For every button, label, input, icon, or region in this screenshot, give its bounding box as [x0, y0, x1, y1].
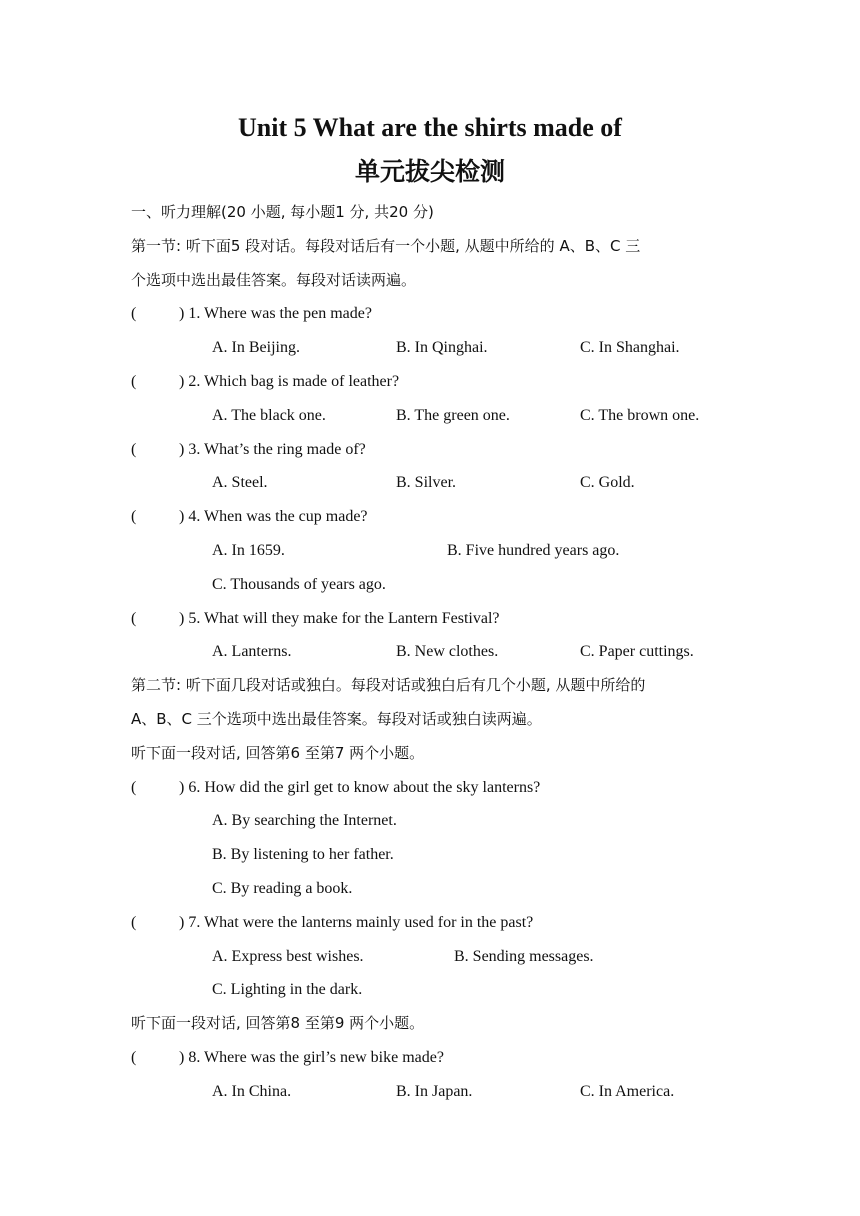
- question-4: [131, 500, 741, 534]
- option-a: A. Steel.: [212, 474, 268, 492]
- question-1-options: [131, 331, 741, 365]
- page-title: Unit 5 What are the shirts made of: [238, 113, 622, 142]
- question-5: [131, 602, 741, 636]
- option-a: A. In Beijing.: [212, 339, 300, 357]
- question-5-options: [131, 635, 741, 669]
- question-7-options-row2: [131, 973, 741, 1007]
- option-a: A. The black one.: [212, 406, 326, 424]
- question-6-option-b-row: [131, 838, 741, 872]
- question-7-options-row1: [131, 940, 741, 974]
- question-stem: ) 5. What will they make for the Lantern Festival?: [179, 609, 500, 627]
- question-2-options: [131, 399, 741, 433]
- option-c: C. In Shanghai.: [580, 339, 680, 357]
- question-4-options-row2: [131, 568, 741, 602]
- question-7: [131, 906, 741, 940]
- section1-instruction-line1: 第一节: 听下面5 段对话。每段对话后有一个小题, 从题中所给的 A、B、C 三: [131, 236, 641, 255]
- question-6: [131, 771, 741, 805]
- option-b: B. In Japan.: [396, 1082, 473, 1100]
- question-stem: ) 4. When was the cup made?: [179, 508, 368, 526]
- answer-blank-open: (: [131, 913, 137, 931]
- option-b: B. Five hundred years ago.: [447, 541, 620, 559]
- question-3: [131, 433, 741, 467]
- option-a: A. Lanterns.: [212, 643, 292, 661]
- question-stem: ) 2. Which bag is made of leather?: [179, 372, 400, 390]
- option-c: C. By reading a book.: [212, 879, 353, 897]
- option-a: A. In China.: [212, 1082, 292, 1100]
- option-b: B. In Qinghai.: [396, 339, 488, 357]
- question-stem: ) 1. Where was the pen made?: [179, 305, 372, 323]
- question-stem: ) 8. Where was the girl’s new bike made?: [179, 1048, 444, 1066]
- option-c: C. Paper cuttings.: [580, 643, 694, 661]
- question-1: [131, 297, 741, 331]
- question-6-option-a-row: [131, 804, 741, 838]
- option-b: B. By listening to her father.: [212, 846, 394, 864]
- option-c: C. Gold.: [580, 474, 635, 492]
- option-b: B. The green one.: [396, 406, 510, 424]
- question-8: [131, 1041, 741, 1075]
- section1-instruction-line2: 个选项中选出最佳答案。每段对话读两遍。: [131, 270, 417, 289]
- question-8-options: [131, 1075, 741, 1109]
- option-c: C. Thousands of years ago.: [212, 575, 386, 593]
- section2-instruction-line2: A、B、C 三个选项中选出最佳答案。每段对话或独白读两遍。: [131, 709, 542, 728]
- question-stem: ) 7. What were the lanterns mainly used for in the past?: [179, 913, 534, 931]
- option-c: C. Lighting in the dark.: [212, 981, 363, 999]
- option-b: B. New clothes.: [396, 643, 499, 661]
- exam-content: [131, 196, 741, 1109]
- answer-blank-open: (: [131, 372, 137, 390]
- option-a: A. Express best wishes.: [212, 947, 364, 965]
- question-stem: ) 6. How did the girl get to know about the sky lanterns?: [179, 778, 541, 796]
- question-3-options: [131, 466, 741, 500]
- answer-blank-open: (: [131, 508, 137, 526]
- option-c: C. In America.: [580, 1082, 675, 1100]
- part-heading: 一、听力理解(20 小题, 每小题1 分, 共20 分): [131, 203, 434, 221]
- question-4-options-row1: [131, 534, 741, 568]
- option-c: C. The brown one.: [580, 406, 700, 424]
- section2-instruction-line1: 第二节: 听下面几段对话或独白。每段对话或独白后有几个小题, 从题中所给的: [131, 676, 646, 695]
- question-2: [131, 365, 741, 399]
- option-a: A. In 1659.: [212, 541, 285, 559]
- answer-blank-open: (: [131, 305, 137, 323]
- question-6-option-c-row: [131, 872, 741, 906]
- option-a: A. By searching the Internet.: [212, 812, 397, 830]
- page-subtitle: 单元拔尖检测: [354, 157, 505, 186]
- answer-blank-open: (: [131, 609, 137, 627]
- dialogue-intro-8-9: 听下面一段对话, 回答第8 至第9 两个小题。: [131, 1014, 425, 1033]
- answer-blank-open: (: [131, 1048, 137, 1066]
- option-b: B. Sending messages.: [454, 947, 594, 965]
- question-stem: ) 3. What’s the ring made of?: [179, 440, 366, 458]
- dialogue-intro-6-7: 听下面一段对话, 回答第6 至第7 两个小题。: [131, 743, 425, 762]
- answer-blank-open: (: [131, 440, 137, 458]
- option-b: B. Silver.: [396, 474, 457, 492]
- answer-blank-open: (: [131, 778, 137, 796]
